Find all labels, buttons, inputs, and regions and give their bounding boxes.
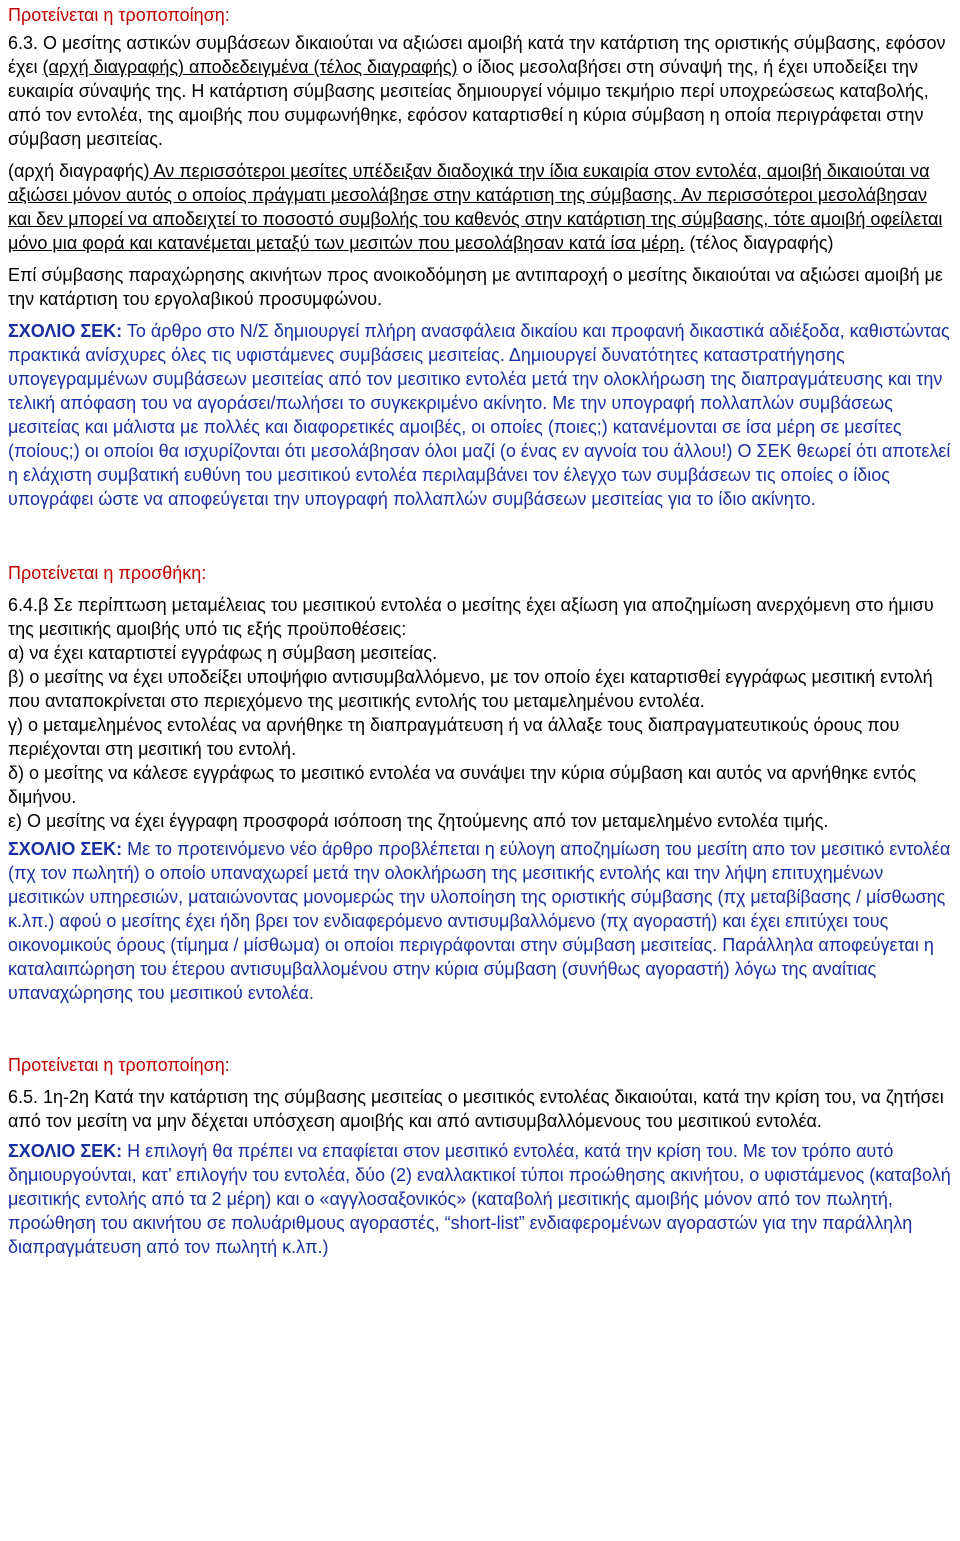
comment-label: ΣΧΟΛΙΟ ΣΕΚ: [8, 839, 123, 859]
sek-comment [8, 837, 954, 1005]
deleted-paragraph [8, 159, 954, 255]
section-heading: Προτείνεται η προσθήκη: [8, 563, 207, 583]
comment-text: Το άρθρο στο Ν/Σ δημιουργεί πλήρη ανασφάλεια δικαίου και προφανή δικαστικά αδιέξοδα, καθιστώντας πρακτικά ανίσχυρες όλες τις υφιστάμενες συμβάσεις μεσιτείας. Δημιουργεί δυνατότητες καταστρατήγησης υπογεγραμμένων συμβάσεων μεσιτείας από τον μεσιτικο εντολέα μετά την ολοκλήρωση της διαπραγμάτευσης και την τελική απόφαση του να αγοράσει/πωλήσει το συγκεκριμένο ακίνητο. Με την υπογραφή πολλαπλών συμβάσεως μεσιτείας και μάλιστα με πολλές και διαφορετικές αμοιβές, οι οποίες (ποιες;) κατανέμονται σε ίσα μέρη σε μεσίτες (ποίους;) οι οποίοι θα ισχυρίζονται ότι μεσολάβησαν όλοι μαζί (ο ένας εν αγνοία του άλλου!) Ο ΣΕΚ θεωρεί ότι αποτελεί η ελάχιστη συμβατική ευθύνη του μεσιτικού εντολέα περιλαμβάνει τον έλεγχο των συμβάσεων τις οποίες ο ίδιος υπογράφει ώστε να αποφεύγεται την υπογραφή πολλαπλών συμβάσεων μεσιτείας για το ίδιο ακίνητο. [8, 321, 951, 509]
deleted-text: Αν περισσότεροι μεσίτες υπέδειξαν διαδοχικά την ίδια ευκαιρία στον εντολέα, αμοιβή δικαιούται να αξιώσει μόνον αυτός ο οποίος πράγματι μεσολάβησε στην κατάρτιση της σύμβασης. Αν περισσότεροι μεσολάβησαν και δεν μπορεί να αποδειχτεί το ποσοστό συμβολής του καθενός στην κατάρτιση της σύμβασης, τότε αμοιβή οφείλεται μόνο μια φορά και κατανέμεται μεταξύ των μεσιτών που μεσολάβησαν κατά ίσα μέρη. [8, 161, 943, 253]
sek-comment [8, 319, 954, 511]
section-heading: Προτείνεται η τροποποίηση: [8, 1055, 230, 1075]
paragraph-text: ο ίδιος μεσολαβήσει στη σύναψή της, ή έχει υποδείξει την ευκαιρία σύναψής της. Η κατάρτιση σύμβασης μεσιτείας δημιουργεί νόμιμο τεκμήριο περί υποχρεώσεως καταβολής, από τον εντολέα, της αμοιβής που συμφωνήθηκε, εφόσον καταρτισθεί η κύρια σύμβαση η οποία περιγράφεται στην σύμβαση μεσιτείας. [8, 57, 929, 149]
deletion-end-marker: (τέλος διαγραφής) [684, 233, 834, 253]
comment-text: Η επιλογή θα πρέπει να επαφίεται στον μεσιτικό εντολέα, κατά την κρίση του. Με τον τρόπο αυτό δημιουργούνται, κατ’ επιλογήν του εντολέα, δύο (2) εναλλακτικοί τύποι προώθησης ακινήτου, ο υφιστάμενος (καταβολή μεσιτικής εντολής από τα 2 μέρη) και ο «αγγλοσαξονικός» (καταβολή μεσιτικής αμοιβής μόνον από τον πωλητή, προώθηση του ακινήτου σε πολυάριθμους αγοραστές, “short-list” ενδιαφερομένων αγοραστών για την παράλληλη διαπραγμάτευση από τον πωλητή κ.λπ.) [8, 1141, 951, 1257]
spacer [8, 1005, 954, 1053]
section-heading: Προτείνεται η τροποποίηση: [8, 5, 230, 25]
list-item: β) ο μεσίτης να έχει υποδείξει υποψήφιο αντισυμβαλλόμενο, με τον οποίο έχει καταρτισθεί εγγράφως μεσιτική εντολή που ανταποκρίνεται στο περιεχόμενο της μεσιτικής εντολής του μεταμελημένου εντολέα. [8, 667, 933, 711]
paragraph-text: 6.3. Ο μεσίτης αστικών συμβάσεων δικαιούται να αξιώσει αμοιβή κατά την κατάρτιση της οριστικής σύμβασης, εφόσον έχει [8, 33, 946, 77]
article-6-4b-intro: 6.4.β Σε περίπτωση μεταμέλειας του μεσιτικού εντολέα ο μεσίτης έχει αξίωση για αποζημίωση ανερχόμενη στο ήμισυ της μεσιτικής αμοιβής υπό τις εξής προϋποθέσεις: [8, 595, 934, 639]
deletion-start-marker: (αρχή διαγραφής) [8, 161, 150, 181]
list-item: δ) ο μεσίτης να κάλεσε εγγράφως το μεσιτικό εντολέα να συνάψει την κύρια σύμβαση και αυτός να αρνήθηκε εντός διμήνου. [8, 763, 917, 807]
deletion-end-marker: (τέλος διαγραφής) [313, 57, 458, 77]
deleted-text: αποδεδειγμένα [184, 57, 314, 77]
comment-text: Με το προτεινόμενο νέο άρθρο προβλέπεται η εύλογη αποζημίωση του μεσίτη απο τον μεσιτικό εντολέα (πχ τον πωλητή) ο οποίο υπαναχωρεί μετά την ολοκλήρωση της μεσιτικής εντολής και την λήψη επιτυχημένων μεσιτικών υπηρεσιών, ματαιώνοντας μονομερώς την υλοποίηση της οριστικής σύμβασης (πχ μεταβίβασης / μίσθωσης κ.λπ.) αφού ο μεσίτης έχει ήδη βρει τον ενδιαφερόμενο αντισυμβαλλόμενο (πχ αγοραστή) και έχει επιτύχει τους οικονομικούς όρους (τίμημα / μίσθωμα) οι οποίοι περιγράφονται στην σύμβαση μεσιτείας. Παράλληλα αποφεύγεται η καταλαιπώρηση του έτερου αντισυμβαλλομένου στην κύρια σύμβαση (συνήθως αγοραστή) λόγω της αναίτιας υπαναχώρησης του μεσιτικού εντολέα. [8, 839, 951, 1003]
comment-label: ΣΧΟΛΙΟ ΣΕΚ: [8, 321, 123, 341]
document-page [8, 3, 954, 1259]
article-6-5-paragraph: 6.5. 1η-2η Κατά την κατάρτιση της σύμβασης μεσιτείας ο μεσιτικός εντολέας δικαιούται, κατά την κρίση του, να ζητήσει από τον μεσίτη να μην δέχεται υπόσχεση αμοιβής και από αντισυμβαλλόμενους του μεσιτικού εντολέα. [8, 1087, 944, 1131]
list-item: ε) Ο μεσίτης να έχει έγγραφη προσφορά ισόποση της ζητούμενης από τον μεταμελημένο εντολέα τιμής. [8, 811, 829, 831]
article-6-3-paragraph [8, 31, 954, 151]
spacer [8, 511, 954, 561]
sek-comment [8, 1139, 954, 1259]
list-item: α) να έχει καταρτιστεί εγγράφως η σύμβαση μεσιτείας. [8, 643, 438, 663]
deletion-start-marker: (αρχή διαγραφής) [42, 57, 185, 77]
list-item: γ) ο μεταμελημένος εντολέας να αρνήθηκε τη διαπραγμάτευση ή να άλλαξε τους διαπραγματευτικούς όρους που περιέχονται στη μεσιτική του εντολή. [8, 715, 900, 759]
antiparochi-paragraph: Επί σύμβασης παραχώρησης ακινήτων προς ανοικοδόμηση με αντιπαροχή ο μεσίτης δικαιούται να αξιώσει αμοιβή με την κατάρτιση του εργολαβικού προσυμφώνου. [8, 265, 943, 309]
comment-label: ΣΧΟΛΙΟ ΣΕΚ: [8, 1141, 123, 1161]
